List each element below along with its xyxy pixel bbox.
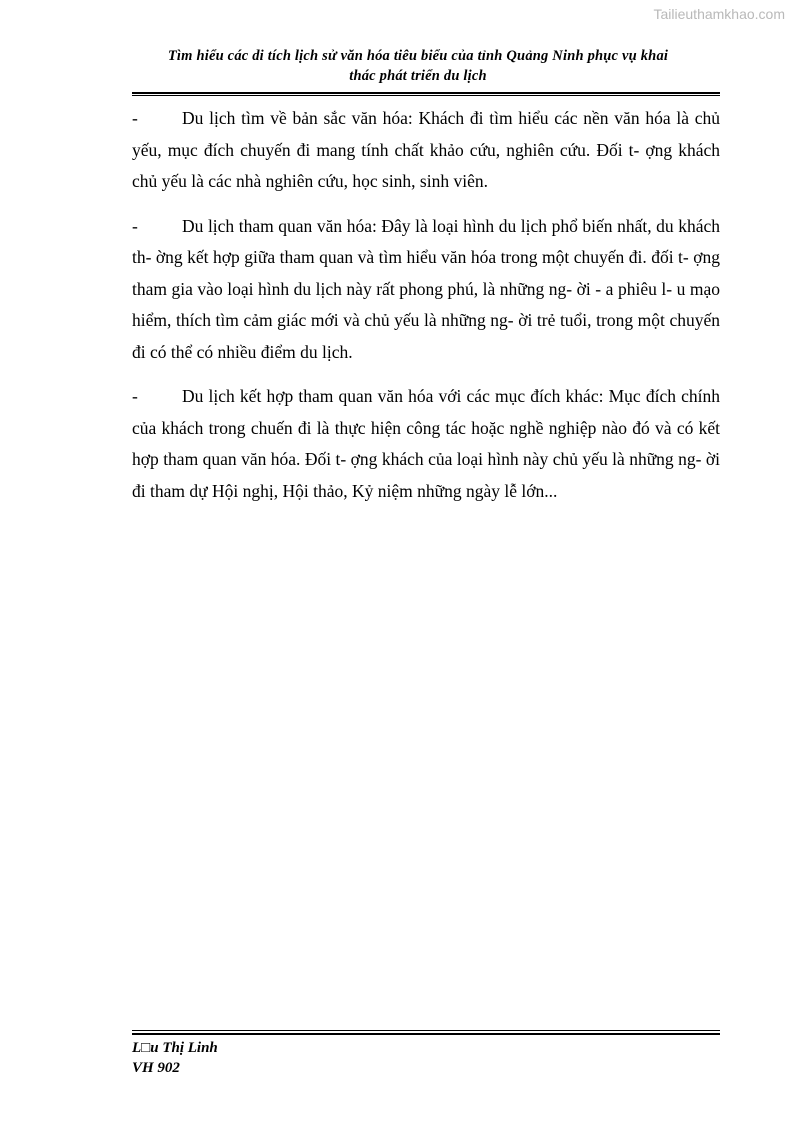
- footer-class-code: VH 902: [132, 1060, 180, 1076]
- list-item: [132, 103, 720, 198]
- list-item-text: Du lịch tham quan văn hóa: Đây là loại hình du lịch phổ biến nhất, du khách th- ờng kết hợp giữa tham quan và tìm hiểu văn hóa trong một chuyến đi. đối t- ợng tham gia vào loại hình du lịch này rất phong phú, là những ng- ời - a phiêu l- u mạo hiểm, thích tìm cảm giác mới và chủ yếu là những ng- ời trẻ tuổi, trong một chuyến đi có thể có nhiều điểm du lịch.: [132, 215, 720, 362]
- footer-rule-thin: [132, 1030, 720, 1031]
- header-rule-thin: [132, 95, 720, 96]
- list-item: [132, 211, 720, 369]
- page-header: [118, 46, 718, 86]
- header-title-line-2: thác phát triển du lịch: [349, 68, 487, 84]
- list-bullet: -: [132, 215, 138, 236]
- list-bullet: -: [132, 108, 138, 128]
- header-title-line-1: Tìm hiểu các di tích lịch sử văn hóa tiêu biểu của tỉnh Quảng Ninh phục vụ khai: [167, 48, 669, 64]
- footer-rule-thick: [132, 1033, 720, 1035]
- page-footer: [132, 1038, 218, 1078]
- list-item: [132, 381, 720, 507]
- watermark: Tailieuthamkhao.com: [653, 6, 785, 22]
- list-item-text: Du lịch kết hợp tham quan văn hóa với các mục đích khác: Mục đích chính của khách trong chuến đi là thực hiện công tác hoặc nghề nghiệp nào đó và có kết hợp tham quan văn hóa. Đối t- ợng khách của loại hình này chủ yếu là những ng- ời đi tham dự Hội nghị, Hội thảo, Kỷ niệm những ngày lễ lớn...: [132, 386, 720, 501]
- list-bullet: -: [132, 386, 138, 406]
- footer-author: L□u Thị Linh: [132, 1040, 218, 1056]
- document-body: [132, 103, 720, 520]
- header-rule-thick: [132, 92, 720, 94]
- list-item-text: Du lịch tìm về bản sắc văn hóa: Khách đi tìm hiểu các nền văn hóa là chủ yếu, mục đích chuyến đi mang tính chất khảo cứu, nghiên cứu. Đối t- ợng khách chủ yếu là các nhà nghiên cứu, học sinh, sinh viên.: [132, 108, 720, 191]
